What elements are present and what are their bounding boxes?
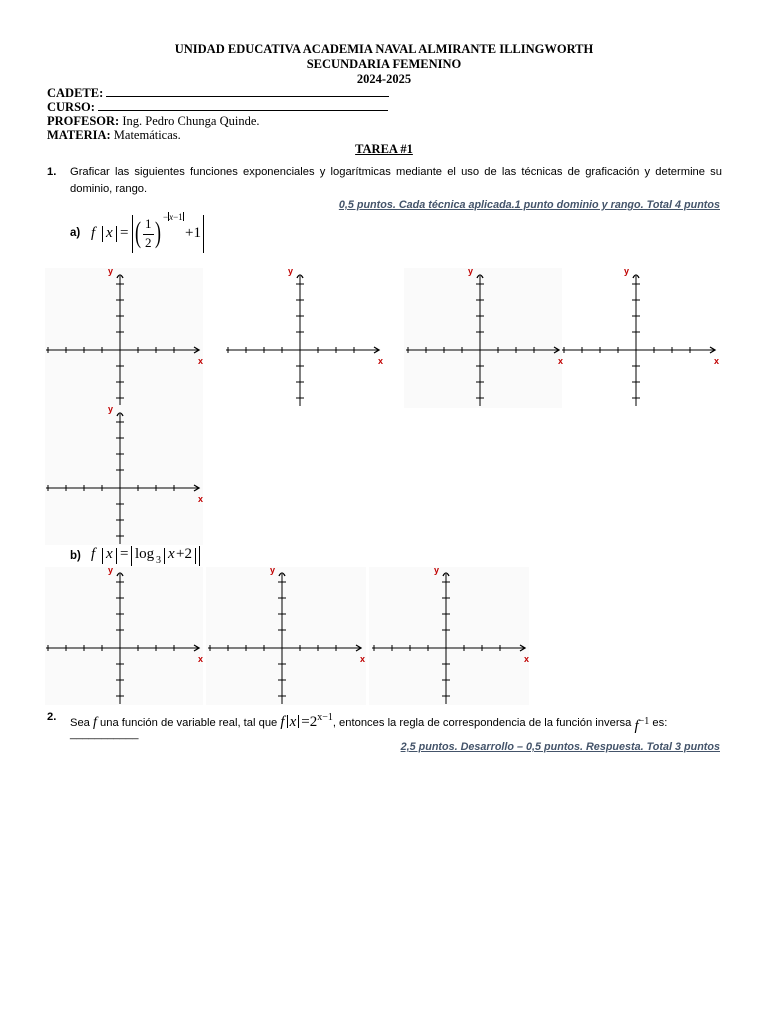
- graph-a-2-x-label: x: [378, 356, 384, 366]
- profesor-label: PROFESOR:: [47, 114, 120, 128]
- materia-label: MATERIA:: [47, 128, 111, 142]
- formula-b-arg-x: x: [168, 546, 175, 562]
- materia-value: Matemáticas.: [113, 128, 181, 142]
- formula-a-tail: +1: [185, 225, 201, 241]
- graph-a-1-y-label: y: [108, 266, 114, 276]
- q2-text: [70, 709, 730, 732]
- graph-a-2-y-label: y: [288, 266, 294, 276]
- graph-b-3-x-label: x: [524, 654, 530, 664]
- section-name: SECUNDARIA FEMENINO: [306, 57, 462, 71]
- formula-b-arg-tail: +2: [176, 546, 192, 562]
- graph-b-1-x-label: x: [198, 654, 204, 664]
- formula-b-base: 3: [156, 555, 161, 566]
- task-title-text: TAREA #1: [355, 142, 413, 156]
- q1-part-a-label: a): [70, 227, 81, 239]
- q2-text-b: una función de variable real, tal que: [100, 717, 278, 729]
- profesor-value: Ing. Pedro Chunga Quinde.: [122, 114, 260, 128]
- q2-number: 2.: [47, 711, 57, 723]
- formula-a-den: 2: [145, 235, 152, 250]
- q2-points: 2,5 puntos. Desarrollo – 0,5 puntos. Respuesta. Total 3 puntos: [400, 741, 720, 753]
- graph-a-3-y-label: y: [468, 266, 474, 276]
- q1-points: 0,5 puntos. Cada técnica aplicada.1 punto dominio y rango. Total 4 puntos: [338, 199, 720, 211]
- q2-inverse: $f^{-1}$: [634, 716, 650, 734]
- q2-answer-blank[interactable]: ___________: [70, 728, 139, 740]
- q2-formula: f $x =2^{x-1}$: [280, 712, 333, 730]
- q1-formula-b: f x = log 3 x +2: [91, 544, 211, 568]
- formula-a-num: 1: [145, 216, 152, 231]
- q1-text: Graficar las siguientes funciones exponenciales y logarítmicas mediante el uso de las técnicas de graficación y determine su dominio, rango.: [70, 166, 722, 195]
- graph-a-3-x-label: x: [558, 356, 564, 366]
- graph-a-5-y-label: y: [108, 404, 114, 414]
- q1-formula-a: f x = ( 1 2 ) −x−1 +1: [91, 214, 211, 254]
- graph-b-3-y-label: y: [434, 565, 440, 575]
- graph-a-5-x-label: x: [198, 494, 204, 504]
- q2-text-a: Sea: [70, 717, 90, 729]
- formula-a-f: f: [91, 225, 96, 241]
- graph-b-2-y-label: y: [270, 565, 276, 575]
- q1-part-b-label: b): [70, 550, 81, 562]
- q2-text-c: , entonces la regla de correspondencia de la función inversa: [332, 717, 632, 729]
- q1-number: 1.: [47, 166, 57, 178]
- formula-a-x: x: [106, 225, 113, 241]
- q2-text-d: es:: [652, 717, 668, 729]
- formula-b-x: x: [106, 546, 113, 562]
- curso-label: CURSO:: [47, 100, 95, 114]
- cadete-label: CADETE:: [47, 86, 104, 100]
- formula-a-exponent: −x−1: [163, 212, 183, 222]
- graph-a-4-x-label: x: [714, 356, 720, 366]
- graph-a-4-y-label: y: [624, 266, 630, 276]
- school-name: UNIDAD EDUCATIVA ACADEMIA NAVAL ALMIRANTE ILLINGWORTH: [174, 42, 594, 56]
- formula-b-f: f: [91, 546, 96, 562]
- graph-b-2-x-label: x: [360, 654, 366, 664]
- graph-b-1-y-label: y: [108, 565, 114, 575]
- formula-b-log: log: [135, 546, 155, 562]
- school-year: 2024-2025: [356, 72, 412, 86]
- graph-a-1-x-label: x: [198, 356, 204, 366]
- q2-f: f: [93, 715, 97, 730]
